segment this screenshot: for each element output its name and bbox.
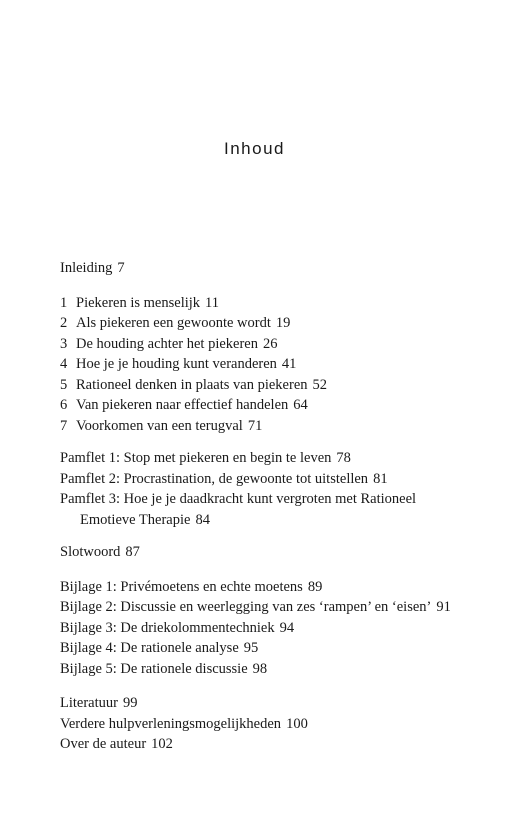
toc-entry-page: 19 [275,315,291,331]
toc-entry-label: Pamflet 1: Stop met piekeren en begin te leven [60,450,332,466]
toc-entry-page: 102 [151,736,173,752]
toc-entry-bijlage [60,577,490,598]
toc-entry-page: 64 [293,397,308,413]
toc-entry-label: Bijlage 2: Discussie en weerlegging van zes ‘rampen’ en ‘eisen’ [60,599,432,615]
toc-entry-page: 98 [252,660,268,677]
toc-entry-page: 94 [279,619,295,636]
toc-entry-label: Als piekeren een gewoonte wordt [76,315,271,331]
toc-entry-label: Pamflet 3: Hoe je je daadkracht kunt vergroten met Rationeel [60,491,417,507]
toc-entry-page: 26 [262,335,278,352]
toc-entry-label: Bijlage 4: De rationele analyse [60,640,239,656]
toc-entry-page: 81 [373,470,388,487]
toc-entry-intro [60,258,490,279]
toc-entry-page: 99 [122,695,138,711]
toc-entry-page: 89 [307,578,323,595]
toc-entry-bijlage [60,618,490,639]
toc-entry-chapter [60,416,490,437]
toc-entry-pamflet [60,448,490,469]
page-title: Inhoud [224,139,285,158]
toc-entry-page: 7 [117,260,125,276]
chapter-list [60,293,490,437]
chapter-number: 4 [60,356,68,372]
chapter-number: 1 [60,294,68,311]
bijlage-list [60,577,490,680]
toc-entry-chapter [60,313,490,334]
table-of-contents [60,258,490,755]
spacer [60,279,490,293]
toc-entry-back [60,714,490,735]
toc-entry-label: De houding achter het piekeren [76,335,258,352]
toc-entry-page: 95 [243,640,259,656]
toc-entry-label: Emotieve Therapie [80,511,191,528]
toc-entry-chapter [60,293,490,314]
toc-entry-pamflet [60,469,490,490]
toc-entry-chapter [60,334,490,355]
toc-entry-chapter [60,354,490,375]
toc-entry-label: Van piekeren naar effectief handelen [76,397,289,413]
toc-entry-chapter [60,395,490,416]
toc-entry-page: 87 [125,544,140,560]
toc-entry-label: Pamflet 2: Procrastination, de gewoonte tot uitstellen [60,470,369,487]
toc-entry-label: Literatuur [60,695,118,711]
toc-entry-back [60,734,490,755]
spacer [60,563,490,577]
spacer [60,530,490,542]
toc-entry-label: Bijlage 5: De rationele discussie [60,660,248,677]
toc-entry-bijlage [60,597,490,618]
toc-entry-label: Voorkomen van een terugval [76,417,243,434]
toc-entry-label: Bijlage 3: De driekolommentechniek [60,619,275,636]
toc-entry-continuation [60,510,490,531]
toc-entry-back [60,693,490,714]
pamflet-list [60,448,490,530]
toc-entry-label: Hoe je je houding kunt veranderen [76,356,277,372]
toc-entry-bijlage [60,659,490,680]
toc-entry-label: Slotwoord [60,544,121,560]
chapter-number: 3 [60,335,68,352]
toc-entry-label: Bijlage 1: Privémoetens en echte moetens [60,578,303,595]
toc-entry-page: 78 [336,450,351,466]
toc-entry-page: 91 [436,599,451,615]
spacer [60,679,490,693]
toc-entry-label: Over de auteur [60,736,147,752]
toc-entry-slotwoord [60,542,490,563]
chapter-number: 5 [60,376,68,393]
toc-entry-page: 41 [281,356,297,372]
toc-entry-label: Inleiding [60,260,113,276]
toc-entry-page: 100 [286,715,308,732]
toc-entry-chapter [60,375,490,396]
toc-entry-page: 71 [247,417,263,434]
toc-entry-label: Piekeren is menselijk [76,294,201,311]
toc-entry-page: 84 [195,511,210,528]
chapter-number: 6 [60,397,68,413]
toc-entry-page: 11 [205,294,219,311]
toc-entry-page: 52 [312,376,328,393]
toc-entry-label: Rationeel denken in plaats van piekeren [76,376,308,393]
back-matter-list [60,693,490,755]
toc-entry-bijlage [60,638,490,659]
spacer [60,436,490,448]
chapter-number: 2 [60,315,68,331]
chapter-number: 7 [60,417,68,434]
toc-entry-pamflet [60,489,490,510]
toc-entry-label: Verdere hulpverleningsmogelijkheden [60,715,282,732]
